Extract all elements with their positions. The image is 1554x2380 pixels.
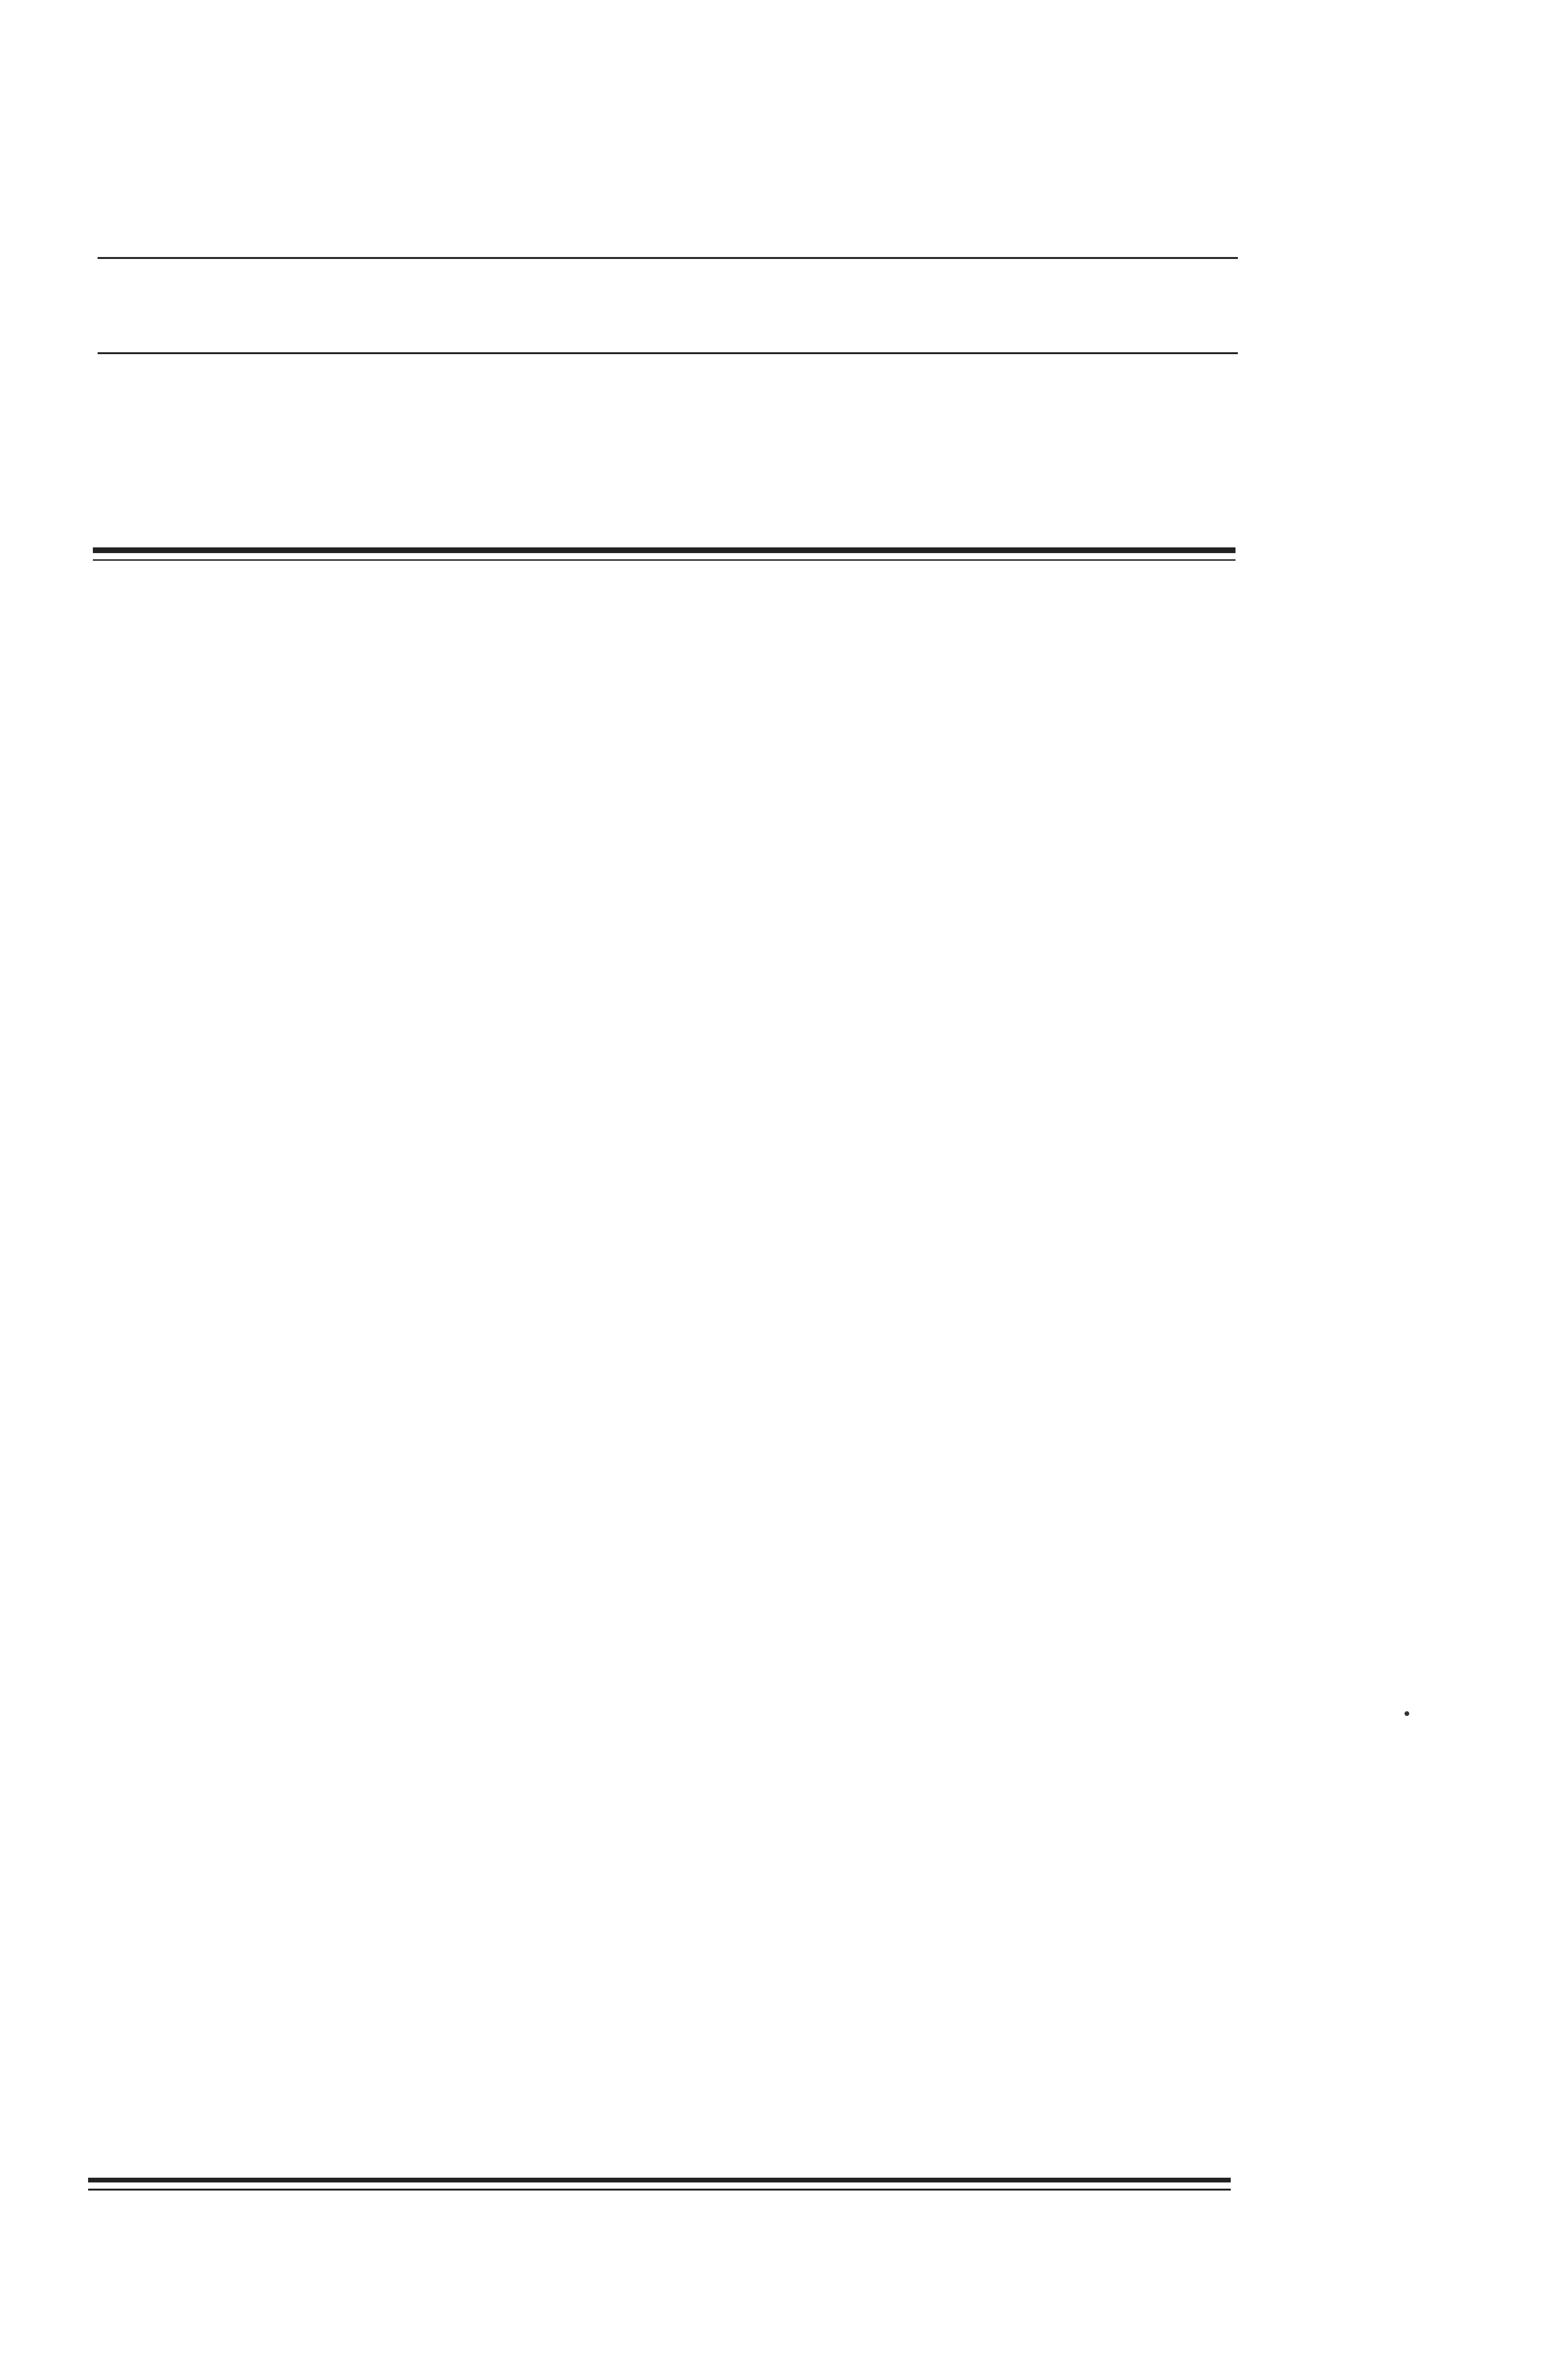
- table-bottom-rule-thick: [88, 2178, 1231, 2182]
- table-top-rule-thin: [93, 559, 1235, 561]
- table-bottom-rule-thin: [88, 2189, 1231, 2191]
- subheading-rule: [98, 352, 1238, 354]
- margin-mark: [1405, 1711, 1409, 1716]
- header-rule: [98, 257, 1238, 259]
- table-top-rule-thick: [93, 547, 1235, 553]
